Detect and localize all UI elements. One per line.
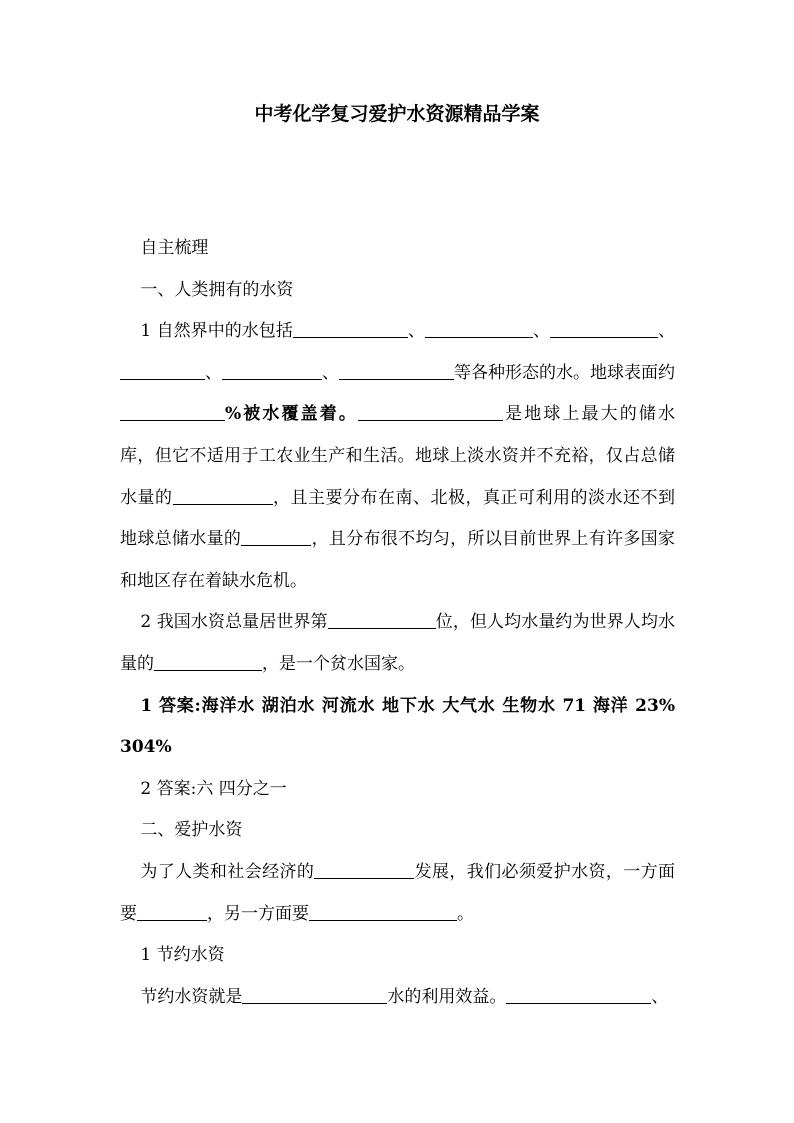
answer-2: 2 答案:六 四分之一 (140, 778, 287, 799)
question-1 (120, 311, 675, 602)
question-2 (120, 602, 675, 685)
answer-blank[interactable] (241, 527, 311, 546)
q2-lead: 2 我国水资总量居世界第 (140, 612, 328, 633)
part1-heading: 一、人类拥有的水资 (140, 279, 294, 300)
separator: 、 (407, 321, 425, 342)
sub1-text-1: 水的利用效益。 (387, 986, 507, 1007)
page-title: 中考化学复习爱护水资源精品学案 (254, 103, 540, 125)
answer-blank[interactable] (120, 403, 225, 422)
answer-blank[interactable] (314, 860, 414, 879)
answer-blank[interactable] (120, 361, 205, 380)
sub1-text-2: 、 (651, 986, 669, 1007)
answer-blank[interactable] (328, 611, 436, 630)
answer-blank[interactable] (293, 319, 408, 338)
part2-heading: 二、爱护水资 (140, 820, 243, 841)
sub1-heading: 1 节约水资 (140, 945, 225, 966)
separator: 、 (532, 321, 550, 342)
answer-1: 1 答案:海洋水 湖泊水 河流水 地下水 大气水 生物水 71 海洋 23% 304% (120, 695, 675, 758)
q1-text-1: 等各种形态的水。地球表面约 (454, 362, 675, 383)
part2-intro (120, 852, 675, 935)
q2-text-2: ，是一个贫水国家。 (262, 653, 415, 674)
answer-blank[interactable] (339, 361, 454, 380)
answer-blank[interactable] (173, 486, 273, 505)
q2-text-1: 位，但人均水量约为世界人均水量的 (120, 612, 675, 674)
answer-blank[interactable] (137, 902, 207, 921)
answer-blank[interactable] (309, 902, 457, 921)
sub1-lead: 节约水资就是 (140, 986, 243, 1007)
section-label: 自主梳理 (140, 238, 209, 258)
intro-text-3: 。 (457, 903, 474, 924)
separator: 、 (205, 362, 222, 383)
answer-blank[interactable] (506, 985, 651, 1004)
document-body (120, 228, 675, 1018)
answer-blank[interactable] (242, 985, 387, 1004)
q1-text-5: ，且分布很不均匀，所以目前世界上有许多国家和地区存在着缺水危机。 (120, 529, 675, 591)
separator: 、 (657, 321, 676, 342)
answer-blank[interactable] (222, 361, 322, 380)
intro-lead: 为了人类和社会经济的 (140, 861, 315, 882)
answer-blank[interactable] (550, 319, 658, 338)
q1-text-2: %被水覆盖着。 (225, 404, 358, 425)
intro-text-2: ，另一方面要 (207, 903, 309, 924)
q1-text-3: 是地球上最大的储水库，但它不适用于工农业生产和生活。地球上淡水资并不充裕，仅占总储水量的 (120, 404, 676, 508)
answer-blank[interactable] (154, 652, 262, 671)
answer-blank[interactable] (358, 403, 503, 422)
q1-text-4: ，且主要分布在南、北极，真正可利用的淡水还不到地球总储水量的 (120, 487, 675, 550)
sub1-paragraph (120, 977, 675, 1019)
q1-lead: 1 自然界中的水包括 (140, 321, 293, 342)
separator: 、 (322, 362, 339, 383)
answer-blank[interactable] (425, 319, 533, 338)
intro-text-1: 发展，我们必须爱护水资，一方面要 (120, 861, 675, 924)
